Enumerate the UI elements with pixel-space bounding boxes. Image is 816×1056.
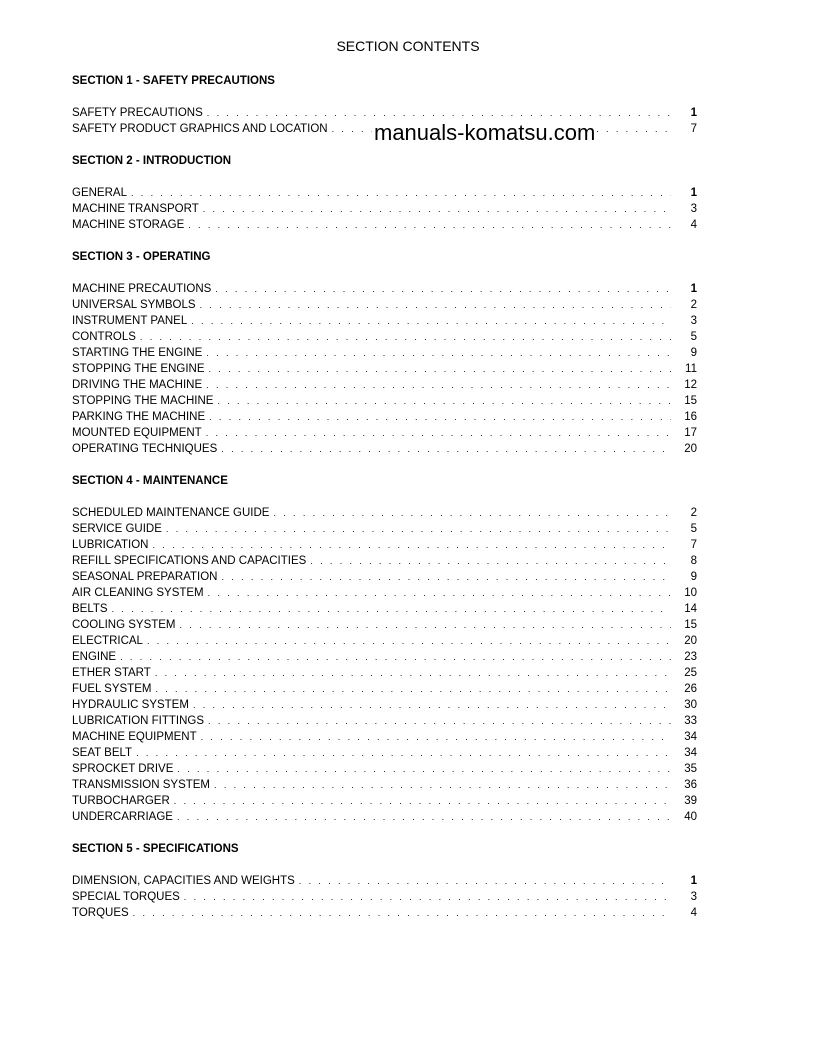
toc-entry-page: 30 — [684, 699, 697, 711]
toc-entry-page: 40 — [684, 811, 697, 823]
toc-entry[interactable] — [72, 633, 697, 649]
toc-entry[interactable] — [72, 201, 697, 217]
dot-leader — [166, 521, 671, 537]
toc-entry[interactable] — [72, 537, 697, 553]
toc-entry[interactable] — [72, 585, 697, 601]
toc-entry[interactable] — [72, 105, 697, 121]
dot-leader — [147, 633, 671, 649]
toc-entry-title: MOUNTED EQUIPMENT — [72, 427, 202, 439]
dot-leader — [155, 681, 671, 697]
toc-entry-title: SAFETY PRODUCT GRAPHICS AND LOCATION — [72, 123, 328, 135]
toc-entry-title: UNIVERSAL SYMBOLS — [72, 299, 196, 311]
dot-leader — [206, 377, 671, 393]
toc-entry[interactable] — [72, 793, 697, 809]
toc-entry[interactable] — [72, 441, 697, 457]
dot-leader — [209, 409, 671, 425]
toc-entry[interactable] — [72, 617, 697, 633]
toc-entry-page: 35 — [684, 763, 697, 775]
toc-entry-title: ENGINE — [72, 651, 117, 663]
dot-leader — [208, 713, 671, 729]
dot-leader — [209, 361, 672, 377]
dot-leader — [112, 601, 671, 617]
toc-entry[interactable] — [72, 873, 697, 889]
dot-leader — [120, 649, 671, 665]
toc-entry-title: REFILL SPECIFICATIONS AND CAPACITIES — [72, 555, 307, 567]
dot-leader — [177, 809, 671, 825]
dot-leader — [131, 185, 671, 201]
section-entry-list — [72, 505, 697, 825]
dot-leader — [188, 217, 671, 233]
toc-entry-title: INSTRUMENT PANEL — [72, 315, 188, 327]
toc-entry[interactable] — [72, 393, 697, 409]
toc-entry-page: 17 — [684, 427, 697, 439]
toc-entry-title: SEAT BELT — [72, 747, 133, 759]
section-heading: SECTION 1 - SAFETY PRECAUTIONS — [72, 75, 275, 87]
toc-entry-title: STARTING THE ENGINE — [72, 347, 203, 359]
toc-entry-title: SPROCKET DRIVE — [72, 763, 174, 775]
section-entry-list — [72, 185, 697, 233]
toc-entry-title: TURBOCHARGER — [72, 795, 170, 807]
toc-entry[interactable] — [72, 681, 697, 697]
section-heading: SECTION 3 - OPERATING — [72, 251, 211, 263]
toc-entry-page: 3 — [690, 315, 697, 327]
toc-entry-title: MACHINE TRANSPORT — [72, 203, 199, 215]
toc-entry[interactable] — [72, 281, 697, 297]
toc-entry-page: 5 — [690, 523, 697, 535]
toc-entry-title: CONTROLS — [72, 331, 136, 343]
dot-leader — [133, 905, 671, 921]
toc-entry-page: 8 — [690, 555, 697, 567]
table-of-contents — [72, 73, 697, 937]
dot-leader — [273, 505, 671, 521]
toc-entry-title: MACHINE STORAGE — [72, 219, 185, 231]
toc-entry-page: 7 — [690, 539, 697, 551]
toc-entry-title: DRIVING THE MACHINE — [72, 379, 203, 391]
toc-entry-page: 15 — [684, 395, 697, 407]
toc-entry-page: 4 — [690, 907, 697, 919]
dot-leader — [215, 281, 671, 297]
toc-entry-title: PARKING THE MACHINE — [72, 411, 206, 423]
toc-entry[interactable] — [72, 809, 697, 825]
toc-entry-page: 36 — [684, 779, 697, 791]
toc-entry[interactable] — [72, 505, 697, 521]
toc-entry-page: 4 — [690, 219, 697, 231]
toc-entry-title: ETHER START — [72, 667, 151, 679]
toc-entry-title: SERVICE GUIDE — [72, 523, 162, 535]
toc-entry-title: DIMENSION, CAPACITIES AND WEIGHTS — [72, 875, 295, 887]
toc-entry[interactable] — [72, 649, 697, 665]
toc-entry-title: SEASONAL PREPARATION — [72, 571, 218, 583]
toc-entry-title: COOLING SYSTEM — [72, 619, 176, 631]
toc-entry[interactable] — [72, 761, 697, 777]
toc-entry[interactable] — [72, 425, 697, 441]
toc-entry-page: 3 — [690, 203, 697, 215]
toc-entry-page: 16 — [684, 411, 697, 423]
toc-entry-title: STOPPING THE MACHINE — [72, 395, 214, 407]
dot-leader — [214, 777, 671, 793]
toc-entry-title: SPECIAL TORQUES — [72, 891, 180, 903]
dot-leader — [184, 889, 671, 905]
section-heading: SECTION 5 - SPECIFICATIONS — [72, 843, 239, 855]
dot-leader — [174, 793, 671, 809]
watermark: manuals-komatsu.com — [374, 120, 596, 145]
dot-leader — [136, 745, 671, 761]
toc-entry-page: 15 — [684, 619, 697, 631]
dot-leader — [310, 553, 671, 569]
toc-entry[interactable] — [72, 553, 697, 569]
toc-entry-title: SAFETY PRECAUTIONS — [72, 107, 203, 119]
toc-entry-title: TRANSMISSION SYSTEM — [72, 779, 211, 791]
toc-entry-page: 9 — [690, 571, 697, 583]
toc-entry-page: 14 — [684, 603, 697, 615]
toc-entry[interactable] — [72, 217, 697, 233]
toc-entry[interactable] — [72, 729, 697, 745]
toc-entry[interactable] — [72, 345, 697, 361]
toc-entry[interactable] — [72, 713, 697, 729]
toc-entry-title: LUBRICATION FITTINGS — [72, 715, 205, 727]
toc-entry[interactable] — [72, 777, 697, 793]
toc-entry-page: 25 — [684, 667, 697, 679]
toc-entry-page: 33 — [684, 715, 697, 727]
toc-entry-page: 20 — [684, 635, 697, 647]
dot-leader — [207, 105, 671, 121]
toc-entry-page: 23 — [684, 651, 697, 663]
toc-entry-page: 34 — [684, 747, 697, 759]
toc-entry[interactable] — [72, 361, 697, 377]
section-heading: SECTION 4 - MAINTENANCE — [72, 475, 228, 487]
dot-leader — [140, 329, 671, 345]
toc-entry[interactable] — [72, 745, 697, 761]
toc-entry-page: 34 — [684, 731, 697, 743]
toc-entry-title: MACHINE PRECAUTIONS — [72, 283, 212, 295]
toc-entry-page: 1 — [690, 187, 697, 199]
toc-entry-page: 39 — [684, 795, 697, 807]
toc-entry[interactable] — [72, 889, 697, 905]
dot-leader — [193, 697, 671, 713]
toc-entry-title: AIR CLEANING SYSTEM — [72, 587, 204, 599]
dot-leader — [206, 425, 671, 441]
toc-entry-page: 5 — [690, 331, 697, 343]
toc-entry-title: LUBRICATION — [72, 539, 149, 551]
toc-entry[interactable] — [72, 313, 697, 329]
section-entry-list — [72, 281, 697, 457]
toc-entry-title: TORQUES — [72, 907, 129, 919]
dot-leader — [221, 441, 671, 457]
dot-leader — [177, 761, 671, 777]
toc-entry-title: HYDRAULIC SYSTEM — [72, 699, 189, 711]
toc-entry-title: BELTS — [72, 603, 108, 615]
toc-entry-page: 2 — [690, 507, 697, 519]
toc-entry[interactable] — [72, 521, 697, 537]
toc-entry-title: SCHEDULED MAINTENANCE GUIDE — [72, 507, 270, 519]
toc-entry[interactable] — [72, 297, 697, 313]
toc-entry[interactable] — [72, 329, 697, 345]
toc-entry-title: UNDERCARRIAGE — [72, 811, 173, 823]
toc-entry-title: ELECTRICAL — [72, 635, 143, 647]
section-entry-list — [72, 873, 697, 921]
dot-leader — [222, 569, 672, 585]
page-title: SECTION CONTENTS — [336, 38, 480, 54]
dot-leader — [152, 537, 671, 553]
toc-entry-title: FUEL SYSTEM — [72, 683, 152, 695]
dot-leader — [155, 665, 671, 681]
toc-entry-title: MACHINE EQUIPMENT — [72, 731, 197, 743]
toc-entry[interactable] — [72, 601, 697, 617]
toc-entry[interactable] — [72, 569, 697, 585]
toc-entry[interactable] — [72, 905, 697, 921]
toc-entry-title: OPERATING TECHNIQUES — [72, 443, 218, 455]
toc-entry-page: 1 — [690, 107, 697, 119]
toc-entry[interactable] — [72, 697, 697, 713]
dot-leader — [206, 345, 671, 361]
dot-leader — [201, 729, 671, 745]
dot-leader — [180, 617, 671, 633]
toc-entry[interactable] — [72, 409, 697, 425]
toc-entry-page: 10 — [684, 587, 697, 599]
toc-entry[interactable] — [72, 665, 697, 681]
toc-entry-page: 7 — [690, 123, 697, 135]
dot-leader — [217, 393, 671, 409]
dot-leader — [203, 201, 671, 217]
dot-leader — [191, 313, 671, 329]
dot-leader — [200, 297, 671, 313]
toc-entry-page: 1 — [690, 875, 697, 887]
toc-entry-title: STOPPING THE ENGINE — [72, 363, 205, 375]
toc-entry[interactable] — [72, 185, 697, 201]
toc-entry-page: 12 — [684, 379, 697, 391]
toc-entry-page: 11 — [685, 363, 697, 375]
toc-entry-page: 3 — [690, 891, 697, 903]
toc-entry-page: 20 — [684, 443, 697, 455]
toc-entry-page: 9 — [690, 347, 697, 359]
dot-leader — [299, 873, 671, 889]
toc-entry-page: 1 — [690, 283, 697, 295]
dot-leader — [208, 585, 671, 601]
toc-entry[interactable] — [72, 377, 697, 393]
section-heading: SECTION 2 - INTRODUCTION — [72, 155, 232, 167]
toc-entry-title: GENERAL — [72, 187, 127, 199]
toc-entry-page: 26 — [684, 683, 697, 695]
toc-entry-page: 2 — [690, 299, 697, 311]
